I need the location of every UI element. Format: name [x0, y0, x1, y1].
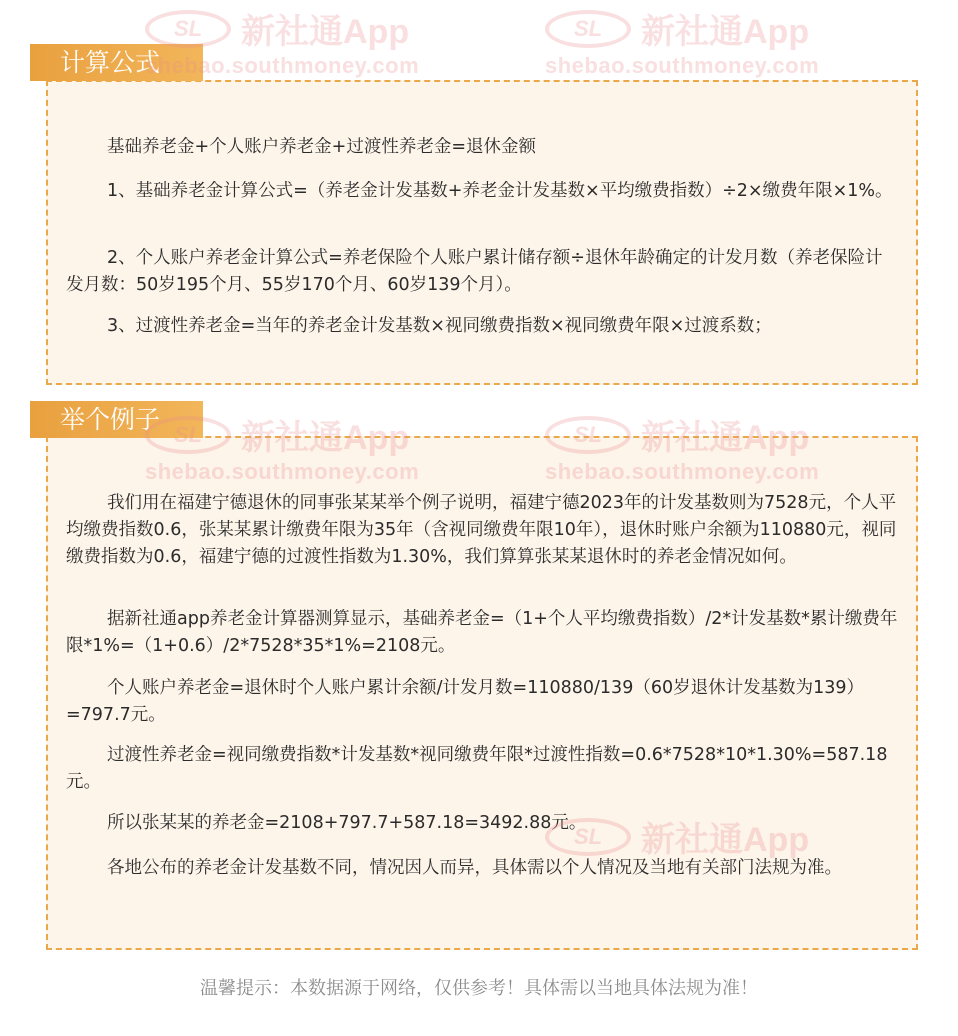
watermark-title: 新社通App	[641, 419, 810, 457]
watermark-logo: SL	[145, 10, 231, 48]
example-paragraph-note: 各地公布的养老金计发基数不同，情况因人而异，具体需以个人情况及当地有关部门法规为准。	[107, 858, 842, 878]
watermark	[545, 4, 819, 79]
formula-paragraph-transition: 3、过渡性养老金=当年的养老金计发基数×视同缴费指数×视同缴费年限×过渡系数；	[107, 316, 772, 336]
watermark-url: shebao.southmoney.com	[545, 459, 820, 484]
watermark-logo: SL	[145, 416, 231, 454]
footer-tip: 温馨提示：本数据源于网络，仅供参考！具体需以当地具体法规为准！	[200, 978, 758, 999]
watermark-title: 新社通App	[641, 13, 810, 51]
watermark-title: 新社通App	[241, 13, 410, 51]
formula-paragraph-basic: 1、基础养老金计算公式=（养老金计发基数+养老金计发基数×平均缴费指数）÷2×缴费年限×1%。	[107, 181, 893, 201]
watermark-title: 新社通App	[241, 419, 410, 457]
watermark-url: shebao.southmoney.com	[545, 53, 820, 78]
example-paragraph-intro: 我们用在福建宁德退休的同事张某某举个例子说明，福建宁德2023年的计发基数则为7528元，个人平均缴费指数0.6，张某某累计缴费年限为35年（含视同缴费年限10年），退休时账户余额为110880元，视同缴费指数为0.6，福建宁德的过渡性指数为1.30%，我们算算张某某退休时的养老金情况如何。	[66, 493, 897, 567]
watermark-logo: SL	[545, 416, 631, 454]
watermark-logo: SL	[545, 10, 631, 48]
watermark-url: shebao.southmoney.com	[145, 53, 420, 78]
watermark-title: 新社通App	[641, 821, 810, 859]
example-paragraph-basic: 据新社通app养老金计算器测算显示，基础养老金=（1+个人平均缴费指数）/2*计发基数*累计缴费年限*1%=（1+0.6）/2*7528*35*1%=2108元。	[66, 609, 898, 656]
formula-section-title: 计算公式	[30, 44, 203, 81]
watermark-logo: SL	[545, 818, 631, 856]
formula-paragraph-personal: 2、个人账户养老金计算公式=养老保险个人账户累计储存额÷退休年龄确定的计发月数（养老保险计发月数：50岁195个月、55岁170个月、60岁139个月）。	[66, 248, 883, 295]
formula-paragraph-total: 基础养老金+个人账户养老金+过渡性养老金=退休金额	[107, 137, 536, 157]
example-paragraph-transition: 过渡性养老金=视同缴费指数*计发基数*视同缴费年限*过渡性指数=0.6*7528*10*1.30%=587.18元。	[66, 745, 888, 792]
example-paragraph-personal: 个人账户养老金=退休时个人账户累计余额/计发月数=110880/139（60岁退休计发基数为139）=797.7元。	[66, 678, 864, 725]
watermark-url: shebao.southmoney.com	[145, 459, 420, 484]
example-paragraph-total: 所以张某某的养老金=2108+797.7+587.18=3492.88元。	[107, 813, 587, 833]
example-section-title: 举个例子	[30, 401, 203, 438]
